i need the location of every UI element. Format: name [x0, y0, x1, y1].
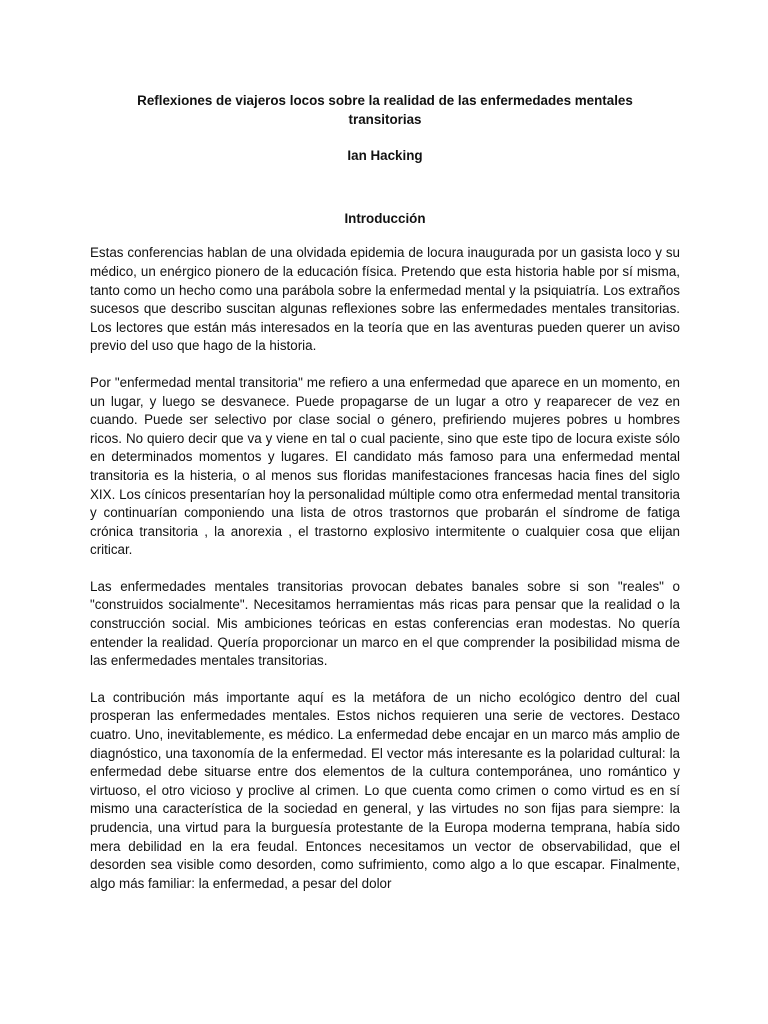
paragraph: Estas conferencias hablan de una olvidada epidemia de locura inaugurada por un gasista loco y su médico, un enérgico pionero de la educación física. Pretendo que esta historia hable por sí misma, tanto como un hecho como una parábola sobre la enfermedad mental y la psiquiatría. Los extraños sucesos que describo suscitan algunas reflexiones sobre las enfermedades mentales transitorias. Los lectores que están más interesados en la teoría que en las aventuras pueden querer un aviso previo del uso que hago de la historia. — [90, 245, 680, 354]
paragraph: La contribución más importante aquí es la metáfora de un nicho ecológico dentro del cual prosperan las enfermedades mentales. Estos nichos requieren una serie de vectores. Destaco cuatro. Uno, inevitablemente, es médico. La enfermedad debe encajar en un marco más amplio de diagnóstico, una taxonomía de la enfermedad. El vector más interesante es la polaridad cultural: la enfermedad debe situarse entre dos elementos de la cultura contemporánea, uno romántico y virtuoso, el otro vicioso y proclive al crimen. Lo que cuenta como crimen o como virtud es en sí mismo una característica de la sociedad en general, y las virtudes no son fijas para siempre: la prudencia, una virtud para la burguesía protestante de la Europa moderna temprana, había sido mera debilidad en la era feudal. Entonces necesitamos un vector de observabilidad, que el desorden sea visible como desorden, como sufrimiento, como algo a lo que escapar. Finalmente, algo más familiar: la enfermedad, a pesar del dolor — [90, 689, 680, 891]
paragraph: Las enfermedades mentales transitorias provocan debates banales sobre si son "reales" o "construidos socialmente". Necesitamos herramientas más ricas para pensar que la realidad o la construcción social. Mis ambiciones teóricas en estas conferencias eran modestas. No quería entender la realidad. Quería proporcionar un marco en el que comprender la posibilidad misma de las enfermedades mentales transitorias. — [90, 578, 680, 669]
document-page — [90, 92, 680, 893]
paragraph: Por "enfermedad mental transitoria" me refiero a una enfermedad que aparece en un momento, en un lugar, y luego se desvanece. Puede propagarse de un lugar a otro y reaparecer de vez en cuando. Puede ser selectivo por clase social o género, prefiriendo mujeres pobres u hombres ricos. No quiero decir que va y viene en tal o cual paciente, sino que este tipo de locura existe sólo en determinados momentos y lugares. El candidato más famoso para una enfermedad mental transitoria es la histeria, o al menos sus floridas manifestaciones francesas hacia fines del siglo XIX. Los cínicos presentarían hoy la personalidad múltiple como otra enfermedad mental transitoria y continuarían componiendo una lista de otros trastornos que probarán el síndrome de fatiga crónica transitoria , la anorexia , el trastorno explosivo intermitente o cualquier cosa que elijan criticar. — [90, 374, 680, 558]
author-name: Ian Hacking — [347, 148, 423, 164]
section-heading: Introducción — [344, 210, 426, 226]
document-title: Reflexiones de viajeros locos sobre la realidad de las enfermedades mentales transitorias — [137, 93, 633, 127]
